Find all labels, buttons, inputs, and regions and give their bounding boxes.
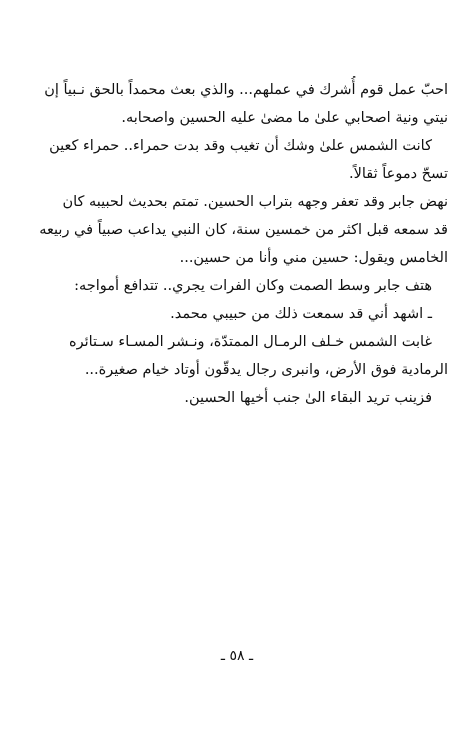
text-line-11: الرمادية فوق الأرض، وانبرى رجال يدقّون أوتاد خيام صغيرة...: [84, 362, 448, 378]
text-line-6: قد سمعه قبل اكثر من خمسين سنة، كان النبي يداعب صبياً في ربيعه: [39, 222, 448, 238]
body-text: [38, 76, 448, 412]
text-line-2: نيتي ونية اصحابي علىٰ ما مضىٰ عليه الحسين واصحابه.: [121, 110, 448, 126]
text-line-7: الخامس ويقول: حسين مني وأنا من حسين...: [179, 250, 448, 266]
text-line-8: هتف جابر وسط الصمت وكان الفرات يجري.. تتدافع أمواجه:: [74, 278, 432, 294]
text-line-12: فزينب تريد البقاء الىٰ جنب أخيها الحسين.: [184, 390, 432, 406]
text-line-9: ـ اشهد أني قد سمعت ذلك من حبيبي محمد.: [170, 306, 432, 322]
text-line-10: غابت الشمس خـلف الرمـال الممتدّة، ونـشر المسـاء سـتائره: [69, 334, 432, 350]
text-line-1: احبّ عمل قوم أُشرك في عملهم... والذي بعث محمداً بالحق نـبياً إن: [44, 82, 448, 98]
text-line-3: كانت الشمس علىٰ وشك أن تغيب وقد بدت حمراء.. حمراء كعين: [49, 138, 432, 154]
text-line-4: تسحّ دموعاً ثقالاً.: [348, 166, 448, 182]
text-line-5: نهض جابر وقد تعفر وجهه بتراب الحسين. تمتم بحديث لحبيبه كان: [62, 194, 448, 210]
page-number: ـ ٥٨ ـ: [220, 648, 254, 664]
